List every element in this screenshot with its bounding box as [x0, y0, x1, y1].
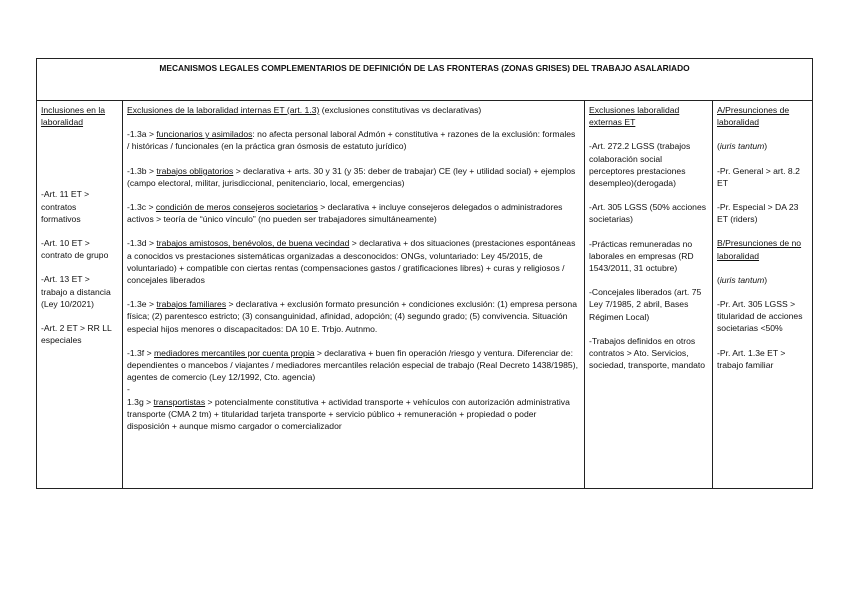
column-presunciones — [713, 101, 813, 489]
item-text: > potencialmente constitutiva + actividad transporte + vehículos con autorización administrativa transporte (CMA 2 tm) + titularidad tarjeta transporte + servicio público + remuneración + propiedad o poder disposición + aunque mismo cargador o comercializador — [127, 396, 570, 432]
col4-item: -Pr. Art. 305 LGSS > titularidad de acciones societarias <50% — [717, 299, 803, 334]
item-text: > declarativa + incluye consejeros delegados o administradores activos > teoría de “único vínculo” (no pueden ser trabajadores simultáneamente) — [127, 202, 563, 225]
col3-item: -Art. 305 LGSS (50% acciones societarias) — [589, 202, 707, 225]
col3-item: -Prácticas remuneradas no laborales en empresas (RD 1543/2011, 31 octubre) — [589, 238, 694, 274]
iuris-tantum-label: iuris tantum — [719, 141, 765, 152]
col2-header-line — [127, 104, 580, 116]
item-text: > declarativa + buen fin operación /riesgo y ventura. Diferenciar de: dependientes o mancebos / viajantes / mediadores mercantiles relación especial de trabajo (Real Decreto 1438/1985), agentes de comercio (Ley 12/1992, Cto. agencia) — [127, 347, 578, 383]
iuris-tantum-b: (iuris tantum) — [717, 274, 768, 285]
column-exclusiones-externas — [585, 101, 713, 489]
item-term: mediadores mercantiles por cuenta propia — [154, 347, 315, 358]
table-title: MECANISMOS LEGALES COMPLEMENTARIOS DE DEFINICIÓN DE LAS FRONTERAS (ZONAS GRISES) DEL TRABAJO ASALARIADO — [37, 59, 813, 101]
item-term: trabajos familiares — [156, 299, 227, 310]
item-term: transportistas — [153, 396, 206, 407]
item-text: > declarativa + arts. 30 y 31 (y 35: deber de trabajar) CE (ley + utilidad social) + ejemplos (campo electoral, militar, jurisdiccional, penitenciario, local, emergencias) — [127, 165, 576, 188]
item-term: condición de meros consejeros societarios — [155, 202, 318, 213]
column-exclusiones-internas — [123, 101, 585, 489]
column-inclusiones — [37, 101, 123, 489]
item-term: trabajos amistosos, benévolos, de buena vecindad — [156, 238, 350, 249]
item-prefix: -1.3d > — [127, 238, 157, 249]
exclusion-1-3f — [127, 347, 580, 384]
mechanisms-table — [36, 58, 813, 489]
col4-item: -Pr. Art. 1.3e ET > trabajo familiar — [717, 347, 786, 370]
exclusion-1-3d — [127, 237, 580, 286]
iuris-tantum-a: (iuris tantum) — [717, 141, 768, 152]
col1-item: -Art. 13 ET > trabajo a distancia (Ley 10/2021) — [41, 274, 111, 309]
item-text: > declarativa + exclusión formato presunción + condiciones exclusión: (1) empresa persona física; (2) parentesco estricto; (3) consanguinidad, afinidad, adopción; (4) segundo grado; (5) convivencia. Situación especial hijos menores o discapacitados: DA 10 E. Trbjo. Autnmo. — [127, 299, 577, 334]
exclusion-1-3e — [127, 298, 580, 335]
col3-item: -Art. 272.2 LGSS (trabajos colaboración social perceptores prestaciones desempleo)(derogada) — [589, 141, 691, 189]
item-prefix: 1.3g > — [127, 396, 154, 407]
col1-header: Inclusiones en la laboralidad — [41, 105, 106, 128]
col3-header: Exclusiones laboralidad externas ET — [589, 105, 680, 128]
col2-header-suffix: (exclusiones constitutivas vs declarativas) — [319, 105, 482, 115]
iuris-tantum-label: iuris tantum — [719, 274, 765, 285]
col1-item: -Art. 11 ET > contratos formativos — [41, 189, 90, 224]
item-term: funcionarios y asimilados — [156, 129, 253, 140]
exclusion-1-3a — [127, 128, 580, 152]
col1-item: -Art. 2 ET > RR LL especiales — [41, 323, 112, 346]
item-prefix: -1.3a > — [127, 129, 157, 140]
item-prefix: -1.3c > — [127, 202, 156, 213]
item-prefix: -1.3f > — [127, 347, 154, 358]
item-term: trabajos obligatorios — [156, 165, 234, 176]
col4-header-b: B/Presunciones de no laboralidad — [717, 238, 802, 261]
col4-header-a: A/Presunciones de laboralidad — [717, 105, 790, 128]
exclusion-dash: - — [127, 384, 130, 395]
exclusion-1-3g — [127, 396, 580, 433]
item-text: > declarativa + dos situaciones (prestaciones espontáneas a conocidos vs prestaciones sistemáticas organizadas a desconocidos: ONGs, voluntariado: Ley 45/2015, de voluntariado) + compatible con ciertas rentas (compensaciones gastos / gratificaciones libres) + curas y religiosos / concejales liberados — [127, 238, 576, 286]
col1-item: -Art. 10 ET > contrato de grupo — [41, 238, 109, 261]
exclusion-1-3c — [127, 201, 580, 225]
exclusion-1-3b — [127, 165, 580, 189]
col4-item: -Pr. Especial > DA 23 ET (riders) — [717, 202, 799, 225]
item-prefix: -1.3b > — [127, 165, 157, 176]
col3-item: -Trabajos definidos en otros contratos > Ato. Servicios, sociedad, transporte, mandato — [589, 335, 706, 371]
col4-item: -Pr. General > art. 8.2 ET — [717, 165, 800, 188]
col3-item: -Concejales liberados (art. 75 Ley 7/1985, 2 abril, Bases Régimen Local) — [589, 287, 702, 322]
item-text: : no afecta personal laboral Admón + constitutiva + razones de la exclusión: formales / históricas / funcionales (en la práctica gran ósmosis de estatuto jurídico) — [127, 129, 576, 152]
col2-header: Exclusiones de la laboralidad internas ET (art. 1.3) — [127, 105, 320, 115]
item-prefix: -1.3e > — [127, 299, 157, 310]
